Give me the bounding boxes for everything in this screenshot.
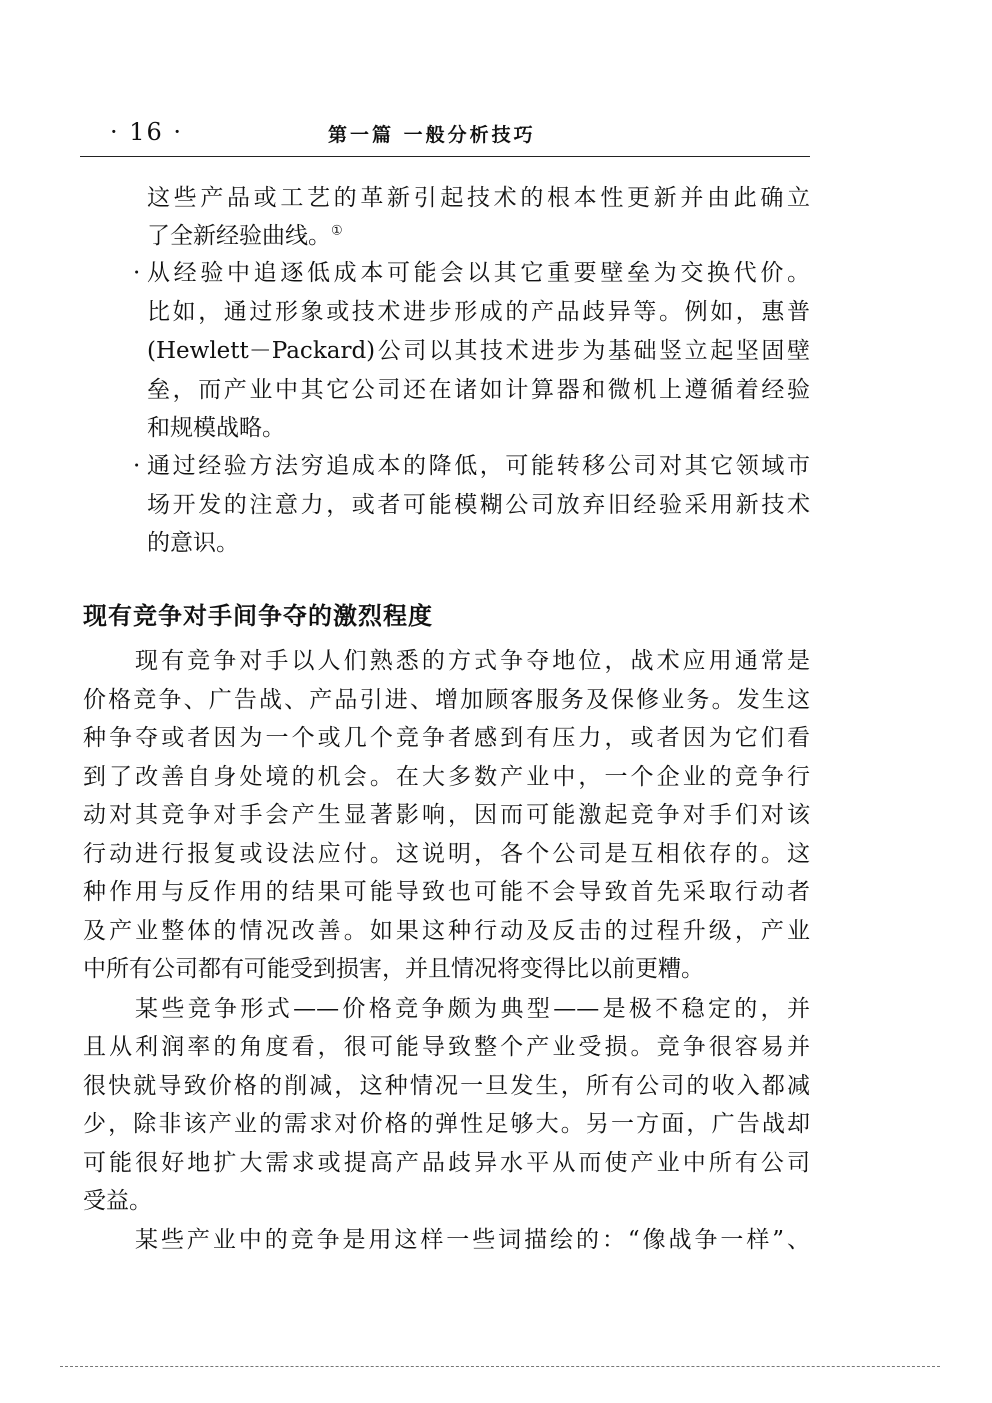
text-line: 这些产品或工艺的革新引起技术的根本性更新并由此确立 xyxy=(147,185,810,211)
text-line: 价格竞争、广告战、产品引进、增加顾客服务及保修业务。发生这 xyxy=(83,687,810,713)
page-header xyxy=(80,118,810,152)
header-rule xyxy=(80,156,810,157)
page-number: · 16 · xyxy=(110,118,184,146)
text-line: 和规模战略。 xyxy=(147,415,285,441)
text-line: 场开发的注意力，或者可能模糊公司放弃旧经验采用新技术 xyxy=(147,492,810,518)
text-line-content: 了全新经验曲线。 xyxy=(147,223,331,249)
footnote-mark: ① xyxy=(331,223,343,239)
text-line: 种作用与反作用的结果可能导致也可能不会导致首先采取行动者 xyxy=(83,879,810,905)
section-title: 现有竞争对手间争夺的激烈程度 xyxy=(83,602,433,630)
text-line: 某些产业中的竞争是用这样一些词描绘的：“像战争一样”、 xyxy=(135,1227,810,1253)
bullet-mark: · xyxy=(133,260,141,286)
text-line: 行动进行报复或设法应付。这说明，各个公司是互相依存的。这 xyxy=(83,841,810,867)
text-line: 到了改善自身处境的机会。在大多数产业中，一个企业的竞争行 xyxy=(83,764,810,790)
text-line: 且从利润率的角度看，很可能导致整个产业受损。竞争很容易并 xyxy=(83,1034,810,1060)
text-line: 可能很好地扩大需求或提高产品歧异水平从而使产业中所有公司 xyxy=(83,1150,810,1176)
bullet-mark: · xyxy=(133,453,141,479)
text-line xyxy=(147,221,810,251)
text-line: 动对其竞争对手会产生显著影响，因而可能激起竞争对手们对该 xyxy=(83,802,810,828)
text-line: 中所有公司都有可能受到损害，并且情况将变得比以前更糟。 xyxy=(83,956,704,982)
text-line: 受益。 xyxy=(83,1188,152,1214)
text-line: 种争夺或者因为一个或几个竞争者感到有压力，或者因为它们看 xyxy=(83,725,810,751)
text-line: (Hewlett－Packard)公司以其技术进步为基础竖立起坚固壁 xyxy=(147,338,810,364)
text-line: 比如，通过形象或技术进步形成的产品歧异等。例如，惠普 xyxy=(147,299,810,325)
text-line: 很快就导致价格的削减，这种情况一旦发生，所有公司的收入都减 xyxy=(83,1073,810,1099)
text-line: 垒，而产业中其它公司还在诸如计算器和微机上遵循着经验 xyxy=(147,377,810,403)
text-line: 从经验中追逐低成本可能会以其它重要壁垒为交换代价。 xyxy=(147,260,810,286)
text-line: 某些竞争形式——价格竞争颇为典型——是极不稳定的，并 xyxy=(135,996,810,1022)
text-line: 现有竞争对手以人们熟悉的方式争夺地位，战术应用通常是 xyxy=(135,648,810,674)
running-head: 第一篇 一般分析技巧 xyxy=(328,124,536,146)
text-line: 及产业整体的情况改善。如果这种行动及反击的过程升级，产业 xyxy=(83,918,810,944)
text-line: 少，除非该产业的需求对价格的弹性足够大。另一方面，广告战却 xyxy=(83,1111,810,1137)
text-line: 的意识。 xyxy=(147,530,239,556)
footer-rule xyxy=(60,1366,940,1367)
text-line: 通过经验方法穷追成本的降低，可能转移公司对其它领域市 xyxy=(147,453,810,479)
